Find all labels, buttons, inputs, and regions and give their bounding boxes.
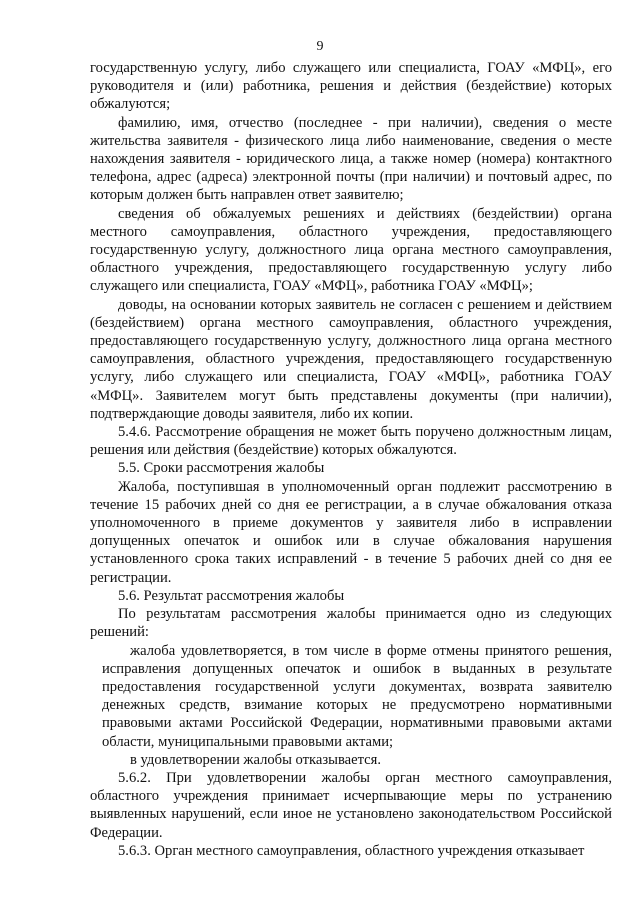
paragraph: доводы, на основании которых заявитель не согласен с решением и действием (бездействием) органа местного самоуправления, областного учреждения, предоставляющего государственную услугу, должностного лица органа местного самоуправления, областного учреждения, предоставляющего государственную услугу, либо служащего или специалиста, ГОАУ «МФЦ», работника ГОАУ «МФЦ». Заявителем могут быть представлены документы (при наличии), подтверждающие доводы заявителя, либо их копии. (90, 296, 612, 422)
paragraph: в удовлетворении жалобы отказывается. (130, 751, 382, 768)
section-heading: 5.5. Сроки рассмотрения жалобы (118, 460, 325, 477)
paragraph: сведения об обжалуемых решениях и действиях (бездействии) органа местного самоуправления, областного учреждения, предоставляющего государственную услугу, должностного лица органа местного самоуправления, областного учреждения, предоставляющего государственную услугу либо служащего или специалиста, ГОАУ «МФЦ», работника ГОАУ «МФЦ»; (90, 205, 612, 295)
paragraph: 5.6.2. При удовлетворении жалобы орган местного самоуправления, областного учреждения принимает исчерпывающие меры по устранению выявленных нарушений, если иное не установлено законодательством Российской Федерации. (90, 769, 612, 841)
paragraph: фамилию, имя, отчество (последнее - при наличии), сведения о месте жительства заявителя - физического лица либо наименование, сведения о месте нахождения заявителя - юридического лица, а также номер (номера) контактного телефона, адрес (адреса) электронной почты (при наличии) и почтовый адрес, по которым должен быть направлен ответ заявителю; (90, 114, 612, 204)
paragraph: жалоба удовлетворяется, в том числе в форме отмены принятого решения, исправления допущенных опечаток и ошибок в выданных в результате предоставления государственной услуги документах, возврата заявителю денежных средств, взимание которых не предусмотрено нормативными правовыми актами Российской Федерации, нормативными правовыми актами области, муниципальными правовыми актами; (102, 642, 612, 750)
paragraph: государственную услугу, либо служащего или специалиста, ГОАУ «МФЦ», его руководителя и (или) работника, решения и действия (бездействие) которых обжалуются; (90, 60, 612, 113)
paragraph: По результатам рассмотрения жалобы принимается одно из следующих решений: (90, 606, 612, 641)
paragraph: Жалоба, поступившая в уполномоченный орган подлежит рассмотрению в течение 15 рабочих дней со дня ее регистрации, а в случае обжалования отказа уполномоченного в приеме документов у заявителя либо в исправлении допущенных опечаток и ошибок или в случае обжалования нарушения установленного срока таких исправлений - в течение 5 рабочих дней со дня ее регистрации. (90, 478, 612, 586)
paragraph: 5.6.3. Орган местного самоуправления, областного учреждения отказывает (118, 842, 585, 859)
section-heading: 5.6. Результат рассмотрения жалобы (118, 587, 345, 604)
paragraph: 5.4.6. Рассмотрение обращения не может быть поручено должностным лицам, решения или действия (бездействие) которых обжалуются. (90, 424, 612, 459)
page-number: 9 (316, 39, 324, 54)
document-body (90, 59, 612, 860)
